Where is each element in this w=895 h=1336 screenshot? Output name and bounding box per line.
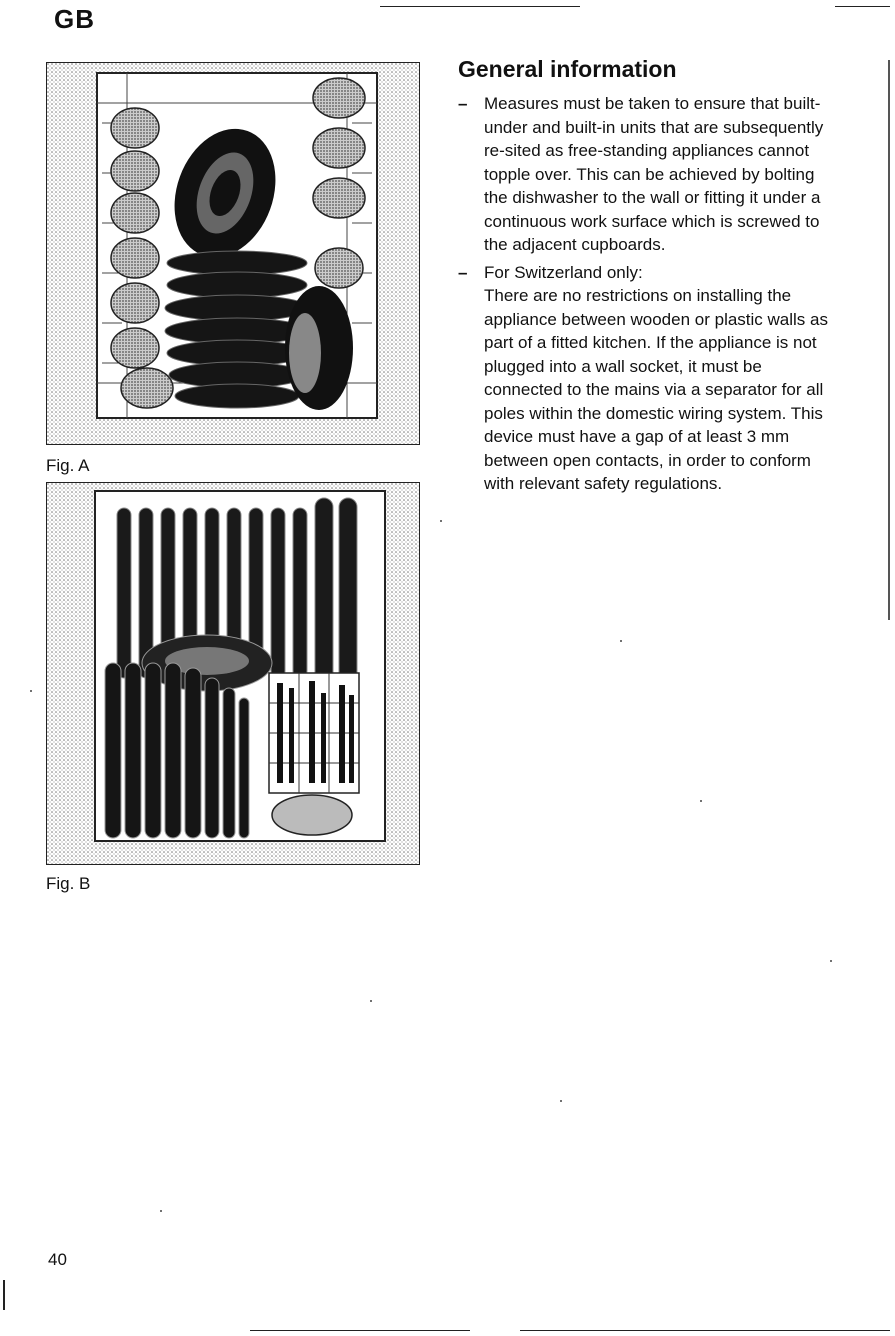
section-title: General information bbox=[458, 56, 677, 82]
info-list bbox=[458, 92, 838, 500]
scan-edge-right bbox=[888, 60, 890, 620]
scan-speck bbox=[700, 800, 702, 802]
scan-speck bbox=[620, 640, 622, 642]
scan-speck bbox=[30, 690, 32, 692]
list-item bbox=[458, 261, 838, 496]
scan-line-top bbox=[380, 6, 580, 7]
scan-line-bottom bbox=[250, 1330, 470, 1331]
figure-a-illustration bbox=[46, 62, 420, 445]
list-item bbox=[458, 92, 838, 257]
figure-a-caption: Fig. A bbox=[46, 456, 90, 475]
scan-line-bottom-right bbox=[520, 1330, 890, 1331]
bullet-continuation: There are no restrictions on installing the appliance between wooden or plastic walls as part of a fitted kitchen. If the appliance is not plugged into a wall socket, it must be connected to the mains via a separator for all poles within the domestic wiring system. This device must have a gap of at least 3 mm between open contacts, in order to conform with relevant safety regulations. bbox=[484, 286, 828, 493]
scan-line-top-right bbox=[835, 6, 890, 7]
upper-basket-drawing bbox=[47, 63, 420, 445]
bullet-text: For Switzerland only: bbox=[484, 262, 643, 282]
bullet-dash: – bbox=[458, 262, 468, 282]
bullet-text: Measures must be taken to ensure that built-under and built-in units that are subsequently re-sited as free-standing appliances cannot topple over. This can be achieved by bolting the dishwasher to the wall or fitting it under a continuous work surface which is screwed to the adjacent cupboards. bbox=[484, 94, 824, 254]
scan-speck bbox=[560, 1100, 562, 1102]
bullet-dash: – bbox=[458, 94, 468, 113]
scan-speck bbox=[830, 960, 832, 962]
scan-edge-left bbox=[3, 1280, 5, 1310]
page-number: 40 bbox=[48, 1250, 67, 1269]
figure-b-illustration bbox=[46, 482, 420, 865]
scan-speck bbox=[160, 1210, 162, 1212]
language-code: GB bbox=[54, 4, 95, 34]
figure-b-caption: Fig. B bbox=[46, 874, 91, 893]
scan-speck bbox=[370, 1000, 372, 1002]
scan-speck bbox=[440, 520, 442, 522]
lower-basket-drawing bbox=[47, 483, 420, 865]
